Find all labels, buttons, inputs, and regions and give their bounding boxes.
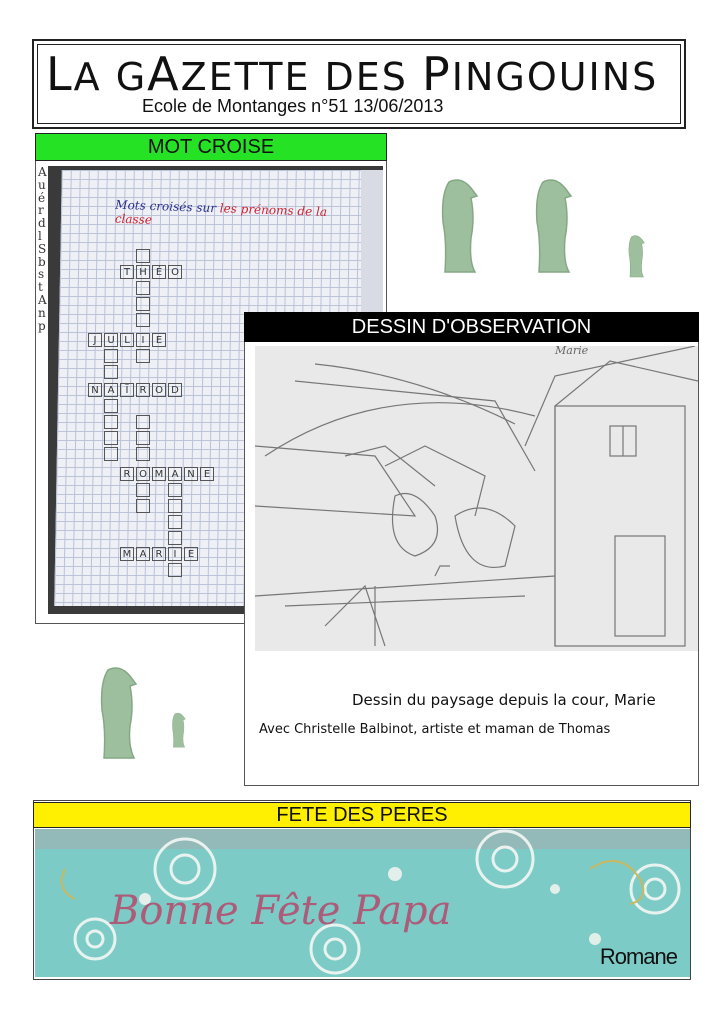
crossword-cell: I	[136, 333, 150, 347]
crossword-cell: E	[152, 333, 166, 347]
crossword-cell: A	[168, 467, 182, 481]
newspaper-title	[46, 47, 658, 101]
side-letter: A	[38, 292, 47, 307]
crossword-cell: O	[168, 265, 182, 279]
penguin-icon	[537, 180, 571, 272]
crossword-cell: L	[120, 333, 134, 347]
crossword-cell: N	[88, 383, 102, 397]
crossword-blank-cell	[136, 249, 150, 263]
title-part: L	[46, 47, 74, 101]
landscape-drawing	[255, 346, 698, 651]
penguin-icon	[629, 236, 644, 277]
masthead	[32, 39, 686, 129]
side-letter: s	[38, 267, 45, 282]
crossword-blank-cell	[136, 415, 150, 429]
crossword-blank-cell	[104, 365, 118, 379]
side-letter: d	[38, 216, 46, 231]
penguin-icon	[102, 668, 136, 758]
penguin-illustrations	[425, 172, 685, 287]
crossword-cell: A	[136, 547, 150, 561]
side-letter: S	[38, 241, 47, 256]
crossword-cell: H	[136, 265, 150, 279]
crossword-blank-cell	[168, 515, 182, 529]
title-part: A G	[73, 55, 148, 99]
title-part: A	[147, 47, 181, 101]
crossword-blank-cell	[168, 499, 182, 513]
side-letter: t	[38, 280, 43, 295]
crossword-cell: D	[168, 383, 182, 397]
crossword-blank-cell	[104, 399, 118, 413]
title-part: INGOUINS	[451, 55, 659, 99]
crossword-cell: T	[120, 265, 134, 279]
crossword-blank-cell	[136, 447, 150, 461]
drawing-signature: Marie	[555, 346, 589, 357]
penguin-illustrations-lower	[90, 660, 210, 760]
masthead-inner-border	[37, 44, 681, 124]
crossword-blank-cell	[136, 297, 150, 311]
crossword-blank-cell	[168, 531, 182, 545]
side-letter: r	[38, 203, 44, 218]
crossword-blank-cell	[168, 563, 182, 577]
pencil-sketch	[255, 346, 698, 651]
side-letter: p	[38, 318, 46, 333]
drawing-caption: Dessin du paysage depuis la cour, Marie	[352, 691, 656, 709]
crossword-cell: E	[184, 547, 198, 561]
crossword-cell: I	[168, 547, 182, 561]
side-letter: b	[38, 254, 46, 269]
side-letter: l	[38, 228, 42, 243]
notebook-title-b: les prénoms de la classe	[114, 201, 328, 227]
side-letter-column	[38, 166, 48, 332]
crossword-cell: M	[120, 547, 134, 561]
decorated-board	[35, 829, 690, 977]
title-part: P	[422, 47, 452, 101]
handwritten-message: Bonne Fête Papa	[110, 888, 452, 934]
crossword-cell: É	[152, 265, 166, 279]
crossword-cell: R	[136, 383, 150, 397]
side-letter: n	[38, 305, 46, 320]
crossword-cell: M	[152, 467, 166, 481]
crossword-cell: U	[104, 333, 118, 347]
crossword-blank-cell	[136, 499, 150, 513]
side-letter: é	[38, 190, 46, 205]
crossword-cell: R	[120, 467, 134, 481]
crossword-cell: Ï	[120, 383, 134, 397]
issue-info: Ecole de Montanges n°51 13/06/2013	[142, 96, 444, 116]
side-letter: A	[38, 165, 47, 179]
crossword-cell: N	[184, 467, 198, 481]
fathers-day-photo	[35, 829, 690, 977]
crossword-blank-cell	[104, 415, 118, 429]
crossword-cell: E	[200, 467, 214, 481]
penguin-icon	[172, 713, 185, 747]
crossword-blank-cell	[168, 483, 182, 497]
crossword-blank-cell	[136, 349, 150, 363]
crossword-cell: R	[152, 547, 166, 561]
side-letter: u	[38, 177, 46, 192]
fathers-day-header: FETE DES PERES	[33, 802, 691, 828]
crossword-blank-cell	[136, 313, 150, 327]
crossword-blank-cell	[136, 483, 150, 497]
crossword-header: MOT CROISE	[35, 133, 387, 161]
drawing-credit: Avec Christelle Balbinot, artiste et maman de Thomas	[259, 722, 611, 737]
crossword-blank-cell	[104, 431, 118, 445]
crossword-blank-cell	[104, 447, 118, 461]
crossword-blank-cell	[104, 349, 118, 363]
drawing-header: DESSIN D'OBSERVATION	[244, 312, 699, 342]
crossword-blank-cell	[136, 281, 150, 295]
title-part: ZETTE DES	[180, 55, 422, 99]
notebook-title-a: Mots croisés sur	[115, 197, 221, 216]
crossword-blank-cell	[136, 431, 150, 445]
crossword-cell: O	[136, 467, 150, 481]
crossword-cell: O	[152, 383, 166, 397]
fathers-day-author: Romane	[599, 944, 677, 969]
penguin-icon	[443, 180, 477, 272]
crossword-cell: A	[104, 383, 118, 397]
crossword-cell: J	[88, 333, 102, 347]
